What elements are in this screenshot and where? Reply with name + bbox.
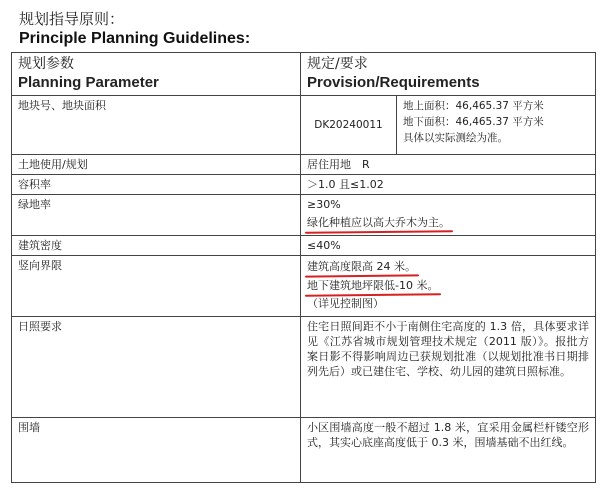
header-parameter-cn: 规划参数 (18, 56, 74, 72)
header-requirement-en: Provision/Requirements (307, 74, 480, 91)
wall-text: 小区围墙高度一般不超过 1.8 米，宜采用金属栏杆镂空形式，其实心底座高度低于 0.3 米，围墙基础不出红线。 (301, 418, 596, 483)
vertical-label: 竖向界限 (12, 256, 301, 317)
density-label: 建筑密度 (12, 236, 301, 256)
site-label: 地块号、地块面积 (12, 96, 301, 155)
header-parameter-en: Planning Parameter (18, 74, 159, 91)
far-label: 容积率 (12, 175, 301, 195)
landuse-value: 居住用地 R (301, 155, 596, 175)
vertical-depth-limit: 地下建筑地坪限低-10 米。 (307, 279, 439, 292)
sunlight-label: 日照要求 (12, 317, 301, 418)
vertical-value-cell (301, 256, 596, 317)
header-requirement-cell (301, 53, 596, 96)
table-row-wall (12, 418, 596, 483)
site-areas (397, 96, 550, 154)
table-row-green (12, 195, 596, 236)
site-value-cell (301, 96, 596, 155)
table-row-landuse (12, 155, 596, 175)
guidelines-table (11, 52, 596, 483)
sunlight-text: 住宅日照间距不小于南侧住宅高度的 1.3 倍，具体要求详见《江苏省城市规划管理技术规定（2011 版）》。报批方案日影不得影响周边已获规划批准（以规划批准书日期排列先后）或已建住宅、学校、幼儿园的建筑日照标准。 (301, 317, 596, 418)
green-label: 绿地率 (12, 195, 301, 236)
density-value: ≤40% (301, 236, 596, 256)
vertical-height-limit: 建筑高度限高 24 米。 (307, 260, 416, 273)
site-note: 具体以实际测绘为准。 (403, 132, 508, 144)
table-row-vertical (12, 256, 596, 317)
page-title-en: Principle Planning Guidelines: (19, 30, 251, 47)
header-parameter-cell (12, 53, 301, 96)
table-row-far (12, 175, 596, 195)
table-row-sunlight (12, 317, 596, 418)
site-below-area: 地下面积：46,465.37 平方米 (403, 116, 544, 128)
green-note: 绿化种植应以高大乔木为主。 (307, 216, 450, 229)
green-value-cell (301, 195, 596, 236)
vertical-ref: （详见控制图） (307, 297, 384, 310)
landuse-label: 土地使用/规划 (12, 155, 301, 175)
wall-label: 围墙 (12, 418, 301, 483)
table-header-row (12, 53, 596, 96)
far-value: ＞1.0 且≤1.02 (301, 175, 596, 195)
green-value: ≥30% (307, 198, 341, 211)
table-row-site (12, 96, 596, 155)
page-title-cn: 规划指导原则： (19, 10, 125, 28)
site-code: DK20240011 (301, 96, 397, 154)
header-requirement-cn: 规定/要求 (307, 56, 368, 72)
site-above-area: 地上面积：46,465.37 平方米 (403, 100, 544, 112)
table-row-density (12, 236, 596, 256)
